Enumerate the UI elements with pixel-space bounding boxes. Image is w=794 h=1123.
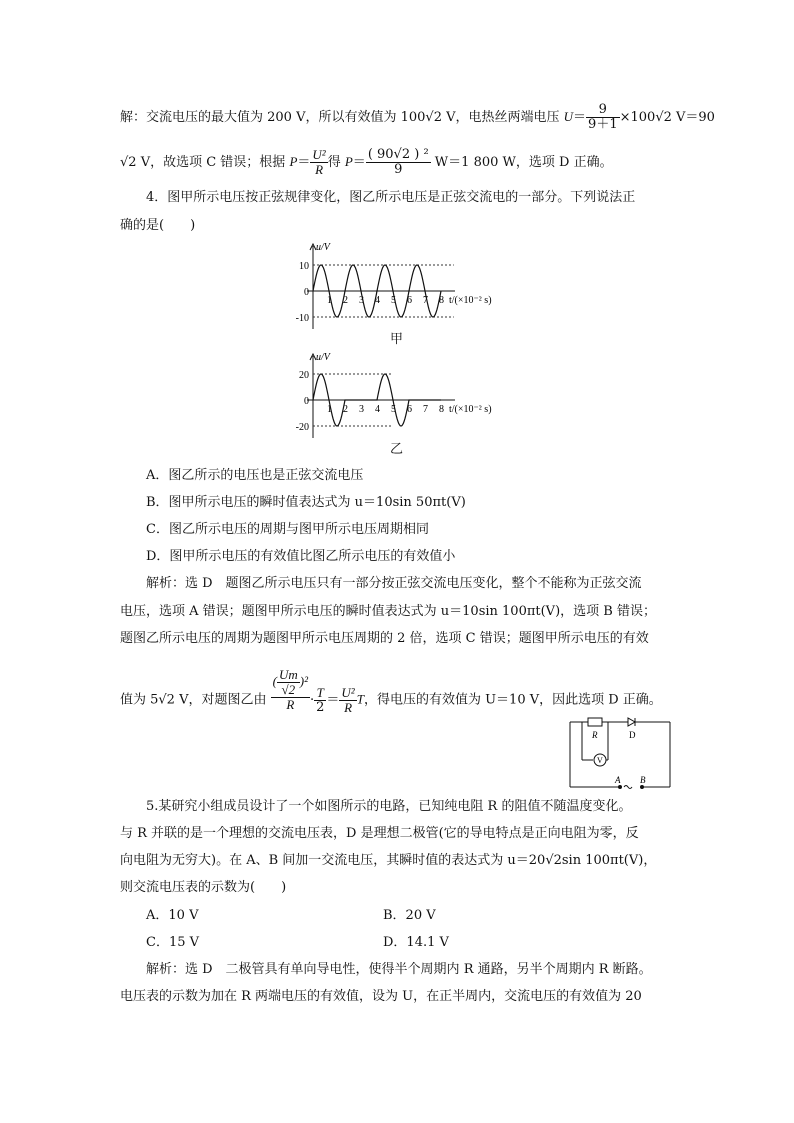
label-B: B [640, 775, 646, 785]
frac-num: Um [278, 667, 298, 682]
x-tick-label: 5 [391, 295, 396, 306]
q5-option-d: D．14.1 V [383, 935, 449, 950]
frac-den: R [344, 699, 353, 715]
fraction [339, 686, 356, 715]
q5-analysis-2: 电压表的示数为加在 R 两端电压的有效值，设为 U，在正半周内，交流电压的有效值为 20 [120, 989, 642, 1004]
terminal-b [641, 786, 644, 789]
intro-text: W＝1 800 W，选项 D 正确。 [430, 155, 613, 170]
chart-yi-caption: 乙 [390, 442, 404, 457]
q5-option-b: B．20 V [383, 908, 436, 923]
q5-stem-2: 与 R 并联的是一个理想的交流电压表，D 是理想二极管(它的导电特点是正向电阻为零，反 [120, 826, 639, 841]
frac-den: 9 [394, 162, 403, 177]
y-axis-label: u/V [316, 352, 330, 363]
sqrt2: √2 [655, 110, 672, 125]
frac-den: √2 [281, 682, 296, 697]
q4-stem-2: 确的是( ) [120, 218, 196, 233]
x-tick-label: 6 [407, 295, 412, 306]
x-tick-label: 1 [327, 295, 332, 306]
frac-den: 9＋1 [588, 117, 618, 132]
q5-analysis-1: 解析：选 D 二极管具有单向导电性，使得半个周期内 R 通路，另半个周期内 R 断路。 [146, 962, 652, 977]
q5-stem-1: 5.某研究小组成员设计了一个如图所示的电路，已知纯电阻 R 的阻值不随温度变化。 [146, 799, 632, 814]
y-tick-label: -10 [295, 313, 309, 324]
x-tick-label: 6 [407, 404, 412, 415]
q4-option-d: D．图甲所示电压的有效值比图乙所示电压的有效值小 [146, 549, 456, 564]
x-axis-label: t/(×10⁻² s) [449, 404, 492, 415]
x-tick-label: 3 [359, 404, 364, 415]
fraction-um [271, 668, 310, 712]
y-tick-label: 10 [299, 261, 309, 272]
y-axis-label: u/V [316, 242, 330, 253]
frac-den: 2 [316, 699, 325, 715]
eq: ＝ [573, 110, 587, 125]
frac-inner [277, 668, 300, 697]
chart-jia [280, 238, 540, 348]
q4-option-b: B．图甲所示电压的瞬时值表达式为 u＝10sin 50πt(V) [146, 495, 466, 510]
intro-text: V，故选项 C 错误；根据 [136, 155, 290, 170]
y-tick-label: 0 [304, 396, 309, 407]
intro-text: 得 [327, 155, 345, 170]
fraction [310, 148, 327, 177]
q4-stem-1: 4．图甲所示电压按正弦规律变化，图乙所示电压是正弦交流电的一部分。下列说法正 [146, 190, 636, 205]
dot: · [309, 692, 315, 708]
y-tick-label: 20 [299, 370, 309, 381]
frac-den: R [315, 162, 324, 177]
x-axis-label: t/(×10⁻² s) [449, 295, 492, 306]
ac-source-icon [624, 786, 632, 789]
resistor [588, 718, 602, 726]
frac-num: ( 90√2 ) ² [367, 147, 429, 162]
q4-option-c: C．图乙所示电压的周期与图甲所示电压周期相同 [146, 522, 429, 537]
intro-text: ×100 [619, 110, 656, 125]
x-tick-label: 4 [375, 404, 380, 415]
y-tick-label: -20 [295, 422, 309, 433]
eq: ＝ [326, 692, 340, 708]
x-tick-label: 2 [343, 295, 348, 306]
x-tick-label: 4 [375, 295, 380, 306]
fraction [366, 148, 431, 177]
var-U: U [563, 109, 574, 124]
x-tick-label: 8 [439, 295, 444, 306]
fraction [586, 103, 620, 132]
chart-yi [280, 348, 540, 453]
fraction [314, 686, 326, 715]
intro-text: V＝90 [671, 110, 715, 125]
y-tick-label: 0 [304, 287, 309, 298]
q5-stem-3: 向电阻为无穷大)。在 A、B 间加一交流电压，其瞬时值的表达式为 u＝20√2sin 100πt(V)， [120, 853, 657, 868]
x-tick-label: 1 [327, 404, 332, 415]
x-tick-label: 7 [423, 295, 428, 306]
q4-analysis-2: 电压，选项 A 错误；题图甲所示电压的瞬时值表达式为 u＝10sin 100πt(V)，选项 B 错误； [120, 604, 656, 619]
frac-num: 9 [586, 103, 620, 118]
x-tick-label: 8 [439, 404, 444, 415]
label-R: R [592, 730, 598, 740]
q4-analysis-1: 解析：选 D 题图乙所示电压只有一部分按正弦交流电压变化，整个不能称为正弦交流 [146, 576, 642, 591]
frac-num: U² [341, 684, 355, 700]
frac-num: ( $\frac{Um}{√2}$ )² [272, 667, 308, 697]
frac-num: T [314, 686, 326, 701]
chart-jia-caption: 甲 [390, 332, 404, 347]
q4-analysis-3: 题图乙所示电压的周期为题图甲所示电压周期的 2 倍，选项 C 错误；题图甲所示电压的有效 [120, 631, 649, 646]
q4-option-a: A．图乙所示的电压也是正弦交流电压 [146, 468, 364, 483]
var-P: P [289, 154, 298, 169]
circuit-diagram [560, 712, 680, 792]
intro-text: 解：交流电压的最大值为 200 V，所以有效值为 100 [120, 110, 426, 125]
intro-text: V，电热丝两端电压 [441, 110, 564, 125]
var-P: P [344, 154, 353, 169]
q5-stem-4: 则交流电压表的示数为( ) [120, 880, 287, 895]
intro-line-1 [120, 103, 715, 132]
analysis-text: 值为 5√2 V，对题图乙由 [120, 692, 267, 708]
label-V: V [597, 756, 603, 765]
frac-num: U² [312, 147, 326, 162]
x-tick-label: 2 [343, 404, 348, 415]
intro-line-2: √2 V，故选项 C 错误；根据 P＝ $\frac{\text{U²}}{R}$ 得 P＝ $\frac{\text{( 90√2 ) ²}}{9}$ W＝1 800 W，选项 D 正确。 [120, 147, 613, 177]
analysis-text: ，得电压的有效值为 U＝10 V，因此选项 D 正确。 [363, 692, 662, 708]
diode-icon [628, 718, 635, 726]
q5-option-a: A．10 V [146, 908, 199, 923]
x-tick-label: 7 [423, 404, 428, 415]
terminal-a [619, 786, 622, 789]
frac-den: R [286, 697, 295, 712]
var-T: T [356, 691, 364, 707]
sqrt2: √2 [425, 110, 442, 125]
q5-option-c: C．15 V [146, 935, 200, 950]
label-A: A [615, 775, 621, 785]
sqrt2: √2 [120, 155, 137, 170]
x-tick-label: 3 [359, 295, 364, 306]
label-D: D [629, 730, 636, 740]
x-tick-label: 5 [391, 404, 396, 415]
